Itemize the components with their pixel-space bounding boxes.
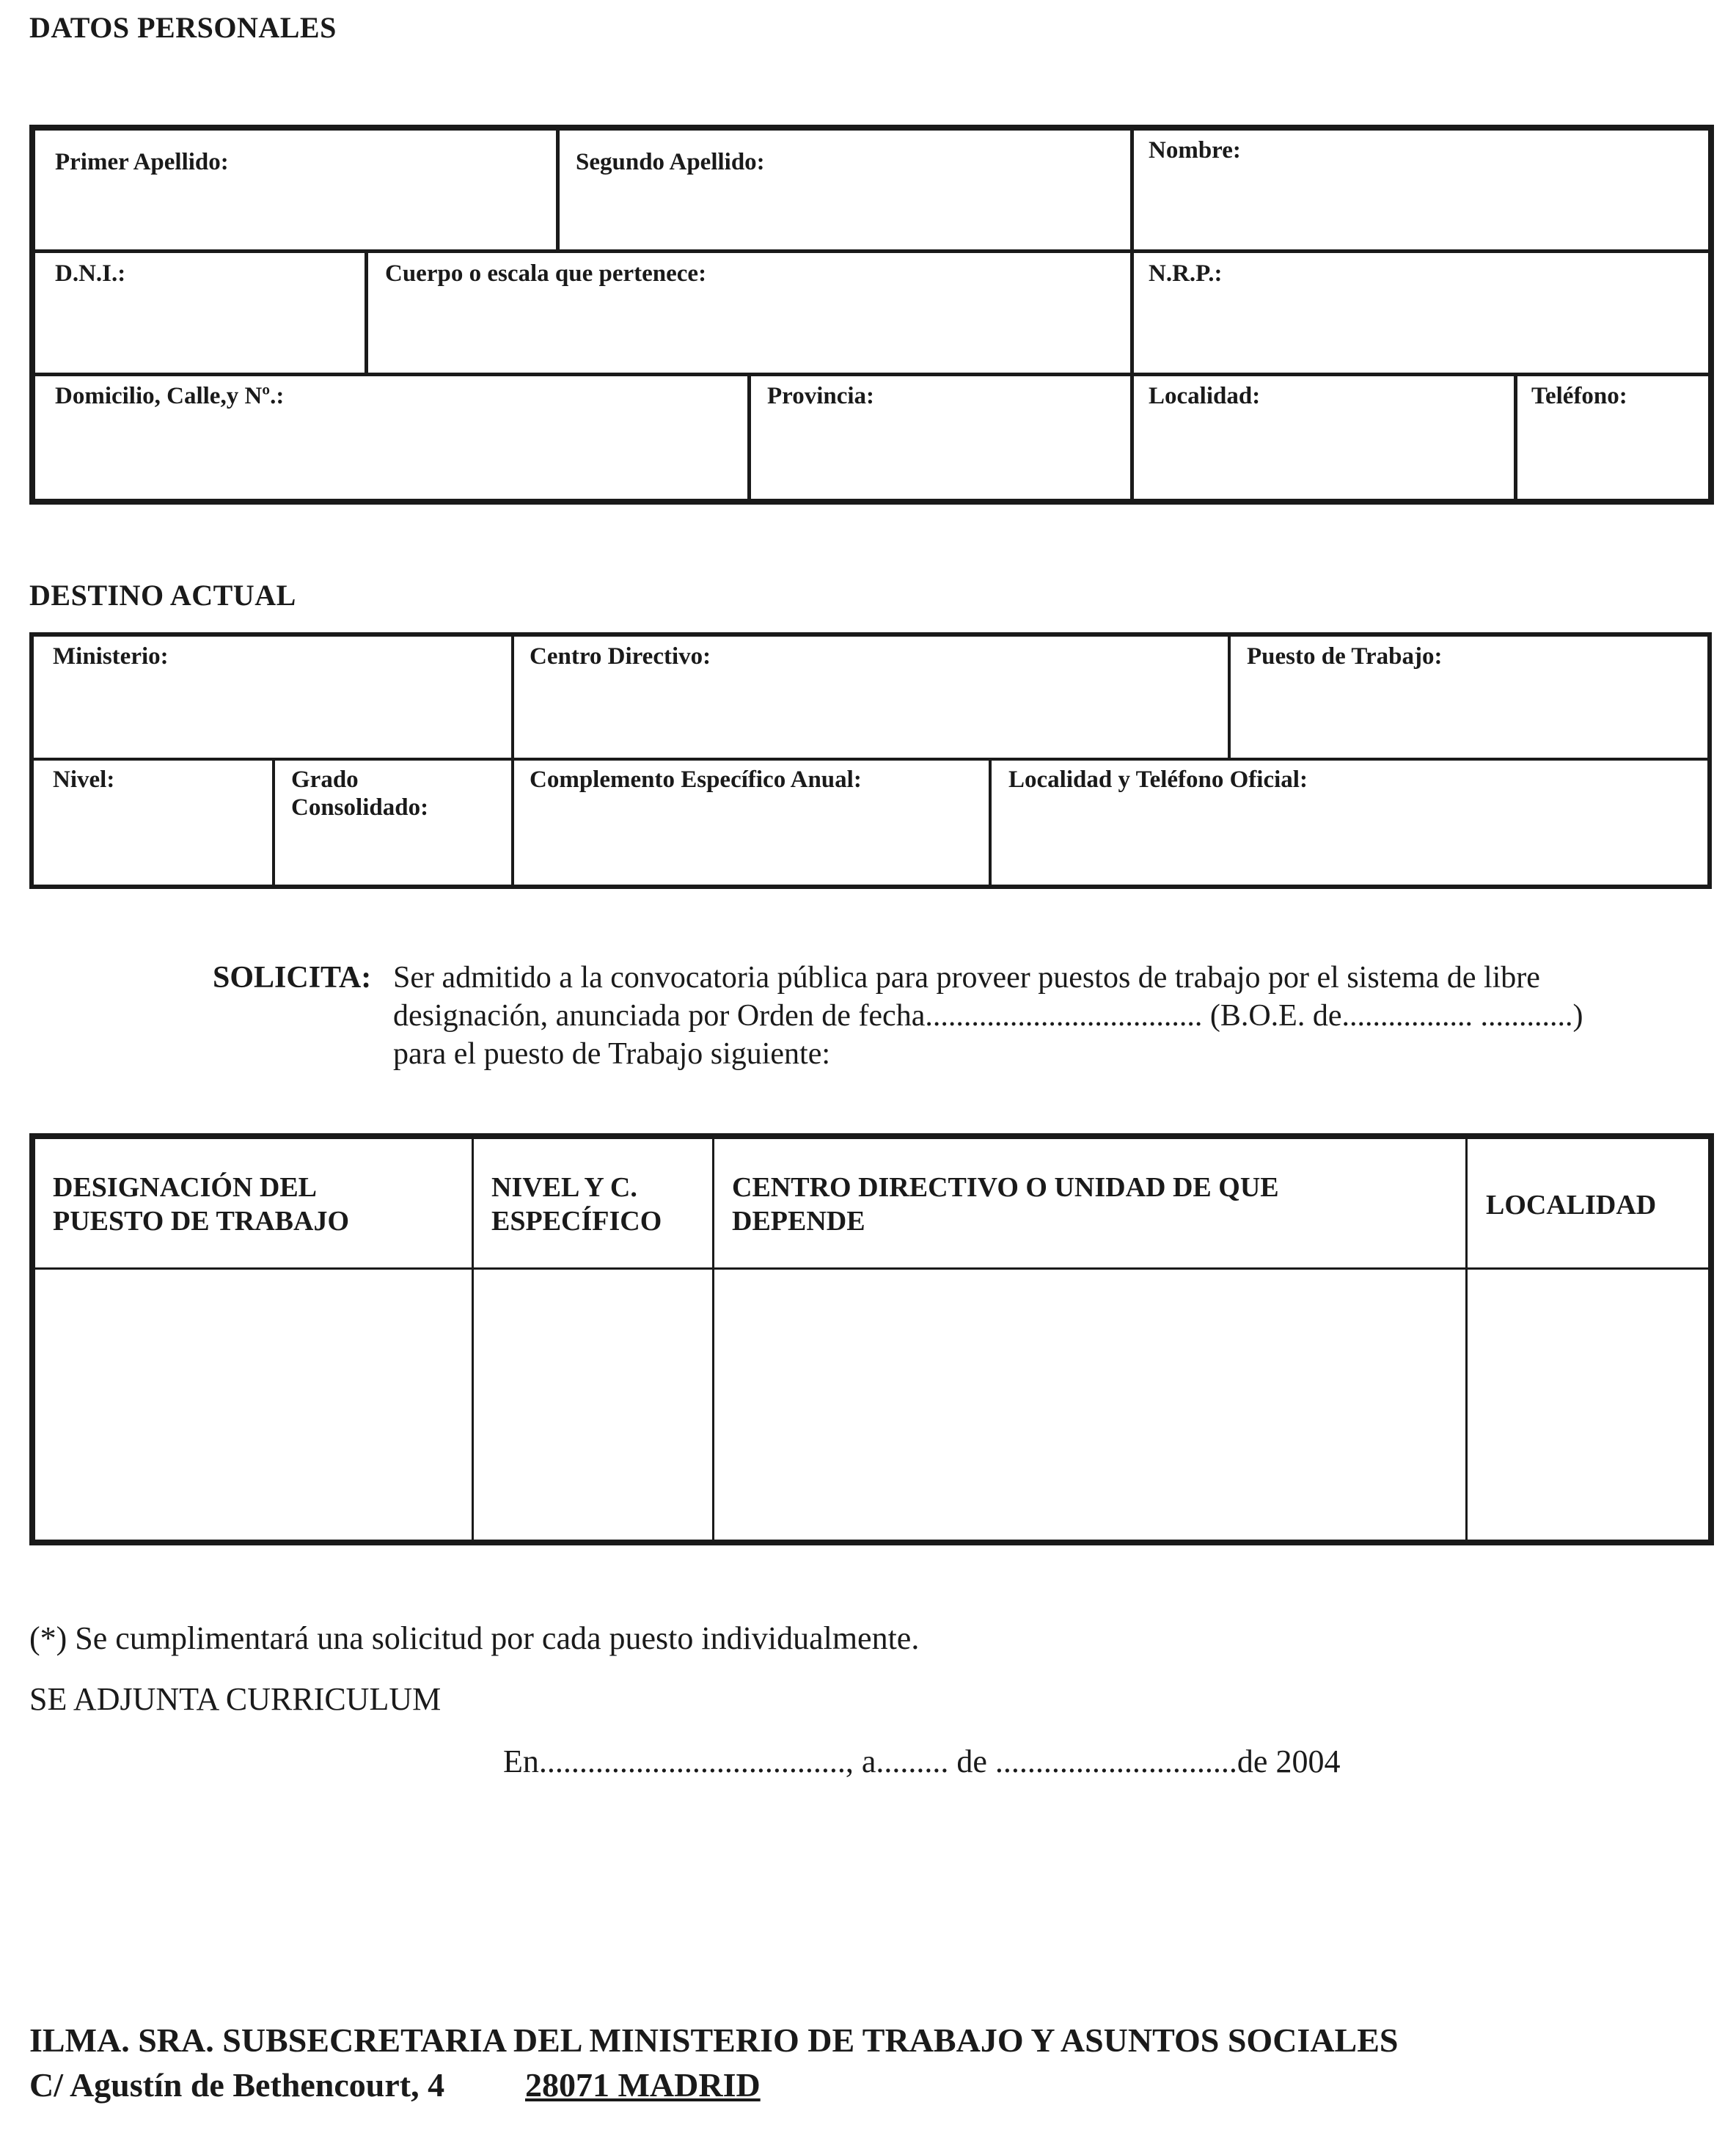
- grado-consolidado-field[interactable]: [291, 766, 428, 821]
- complemento-especifico-field[interactable]: Complemento Específico Anual:: [530, 766, 862, 793]
- cell-centro[interactable]: [714, 1270, 1465, 1540]
- provincia-field[interactable]: Provincia:: [767, 383, 875, 409]
- segundo-apellido-field[interactable]: Segundo Apellido:: [576, 149, 765, 175]
- col-divider: [747, 376, 751, 499]
- cuerpo-escala-field[interactable]: Cuerpo o escala que pertenece:: [385, 260, 707, 287]
- row-divider: [35, 373, 1708, 376]
- nombre-field[interactable]: Nombre:: [1149, 137, 1241, 164]
- primer-apellido-field[interactable]: Primer Apellido:: [55, 149, 229, 175]
- solicita-label: SOLICITA:: [213, 961, 372, 995]
- solicita-line2: designación, anunciada por Orden de fecha.................................... (B.O.E. de................. ............): [393, 999, 1583, 1033]
- col-divider: [556, 131, 560, 249]
- nivel-field[interactable]: Nivel:: [53, 766, 115, 793]
- nrp-field[interactable]: N.R.P.:: [1149, 260, 1223, 287]
- footer-address: C/ Agustín de Bethencourt, 4: [29, 2066, 445, 2104]
- col-header-nivel-line2: ESPECÍFICO: [491, 1206, 662, 1237]
- footer-city: 28071 MADRID: [525, 2066, 761, 2104]
- row-divider: [35, 249, 1708, 253]
- col-divider: [1228, 637, 1231, 758]
- col-divider: [272, 761, 275, 885]
- destino-actual-table: [29, 632, 1712, 889]
- col-divider: [989, 761, 992, 885]
- date-line: En......................................, a......... de ..............................de 2004: [503, 1743, 1341, 1779]
- domicilio-field[interactable]: Domicilio, Calle,y Nº.:: [55, 383, 285, 409]
- col-header-designacion-line2: PUESTO DE TRABAJO: [53, 1206, 350, 1237]
- col-header-centro: [732, 1171, 1279, 1238]
- solicita-line3: para el puesto de Trabajo siguiente:: [393, 1037, 831, 1071]
- destino-actual-heading: DESTINO ACTUAL: [29, 579, 296, 612]
- col-divider: [511, 637, 514, 885]
- grado-label-line2: Consolidado:: [291, 794, 429, 821]
- datos-personales-heading: DATOS PERSONALES: [29, 11, 337, 44]
- cell-designacion[interactable]: [35, 1270, 472, 1540]
- col-header-centro-line2: DEPENDE: [732, 1206, 865, 1237]
- solicita-line1: Ser admitido a la convocatoria pública para proveer puestos de trabajo por el sistema de libre: [393, 961, 1540, 995]
- note-text: (*) Se cumplimentará una solicitud por cada puesto individualmente.: [29, 1620, 920, 1656]
- dni-field[interactable]: D.N.I.:: [55, 260, 126, 287]
- col-header-centro-line1: CENTRO DIRECTIVO O UNIDAD DE QUE: [732, 1172, 1279, 1203]
- col-divider: [1130, 131, 1134, 499]
- col-divider: [1514, 376, 1517, 499]
- col-divider: [365, 253, 368, 373]
- cell-nivel[interactable]: [474, 1270, 712, 1540]
- localidad-field[interactable]: Localidad:: [1149, 383, 1261, 409]
- ministerio-field[interactable]: Ministerio:: [53, 643, 169, 670]
- localidad-telefono-oficial-field[interactable]: Localidad y Teléfono Oficial:: [1008, 766, 1308, 793]
- col-header-nivel-line1: NIVEL Y C.: [491, 1172, 637, 1203]
- datos-personales-table: [29, 125, 1714, 505]
- row-divider: [34, 758, 1707, 761]
- cell-localidad[interactable]: [1468, 1270, 1708, 1540]
- grado-label-line1: Grado: [291, 766, 359, 793]
- footer-recipient: ILMA. SRA. SUBSECRETARIA DEL MINISTERIO DE TRABAJO Y ASUNTOS SOCIALES: [29, 2021, 1399, 2059]
- col-header-designacion-line1: DESIGNACIÓN DEL: [53, 1172, 318, 1203]
- col-header-nivel: [491, 1171, 662, 1238]
- telefono-field[interactable]: Teléfono:: [1531, 383, 1627, 409]
- centro-directivo-field[interactable]: Centro Directivo:: [530, 643, 711, 670]
- col-header-designacion: [53, 1171, 349, 1238]
- col-header-localidad: LOCALIDAD: [1486, 1190, 1657, 1220]
- puesto-trabajo-field[interactable]: Puesto de Trabajo:: [1247, 643, 1443, 670]
- curriculum-text: SE ADJUNTA CURRICULUM: [29, 1681, 442, 1717]
